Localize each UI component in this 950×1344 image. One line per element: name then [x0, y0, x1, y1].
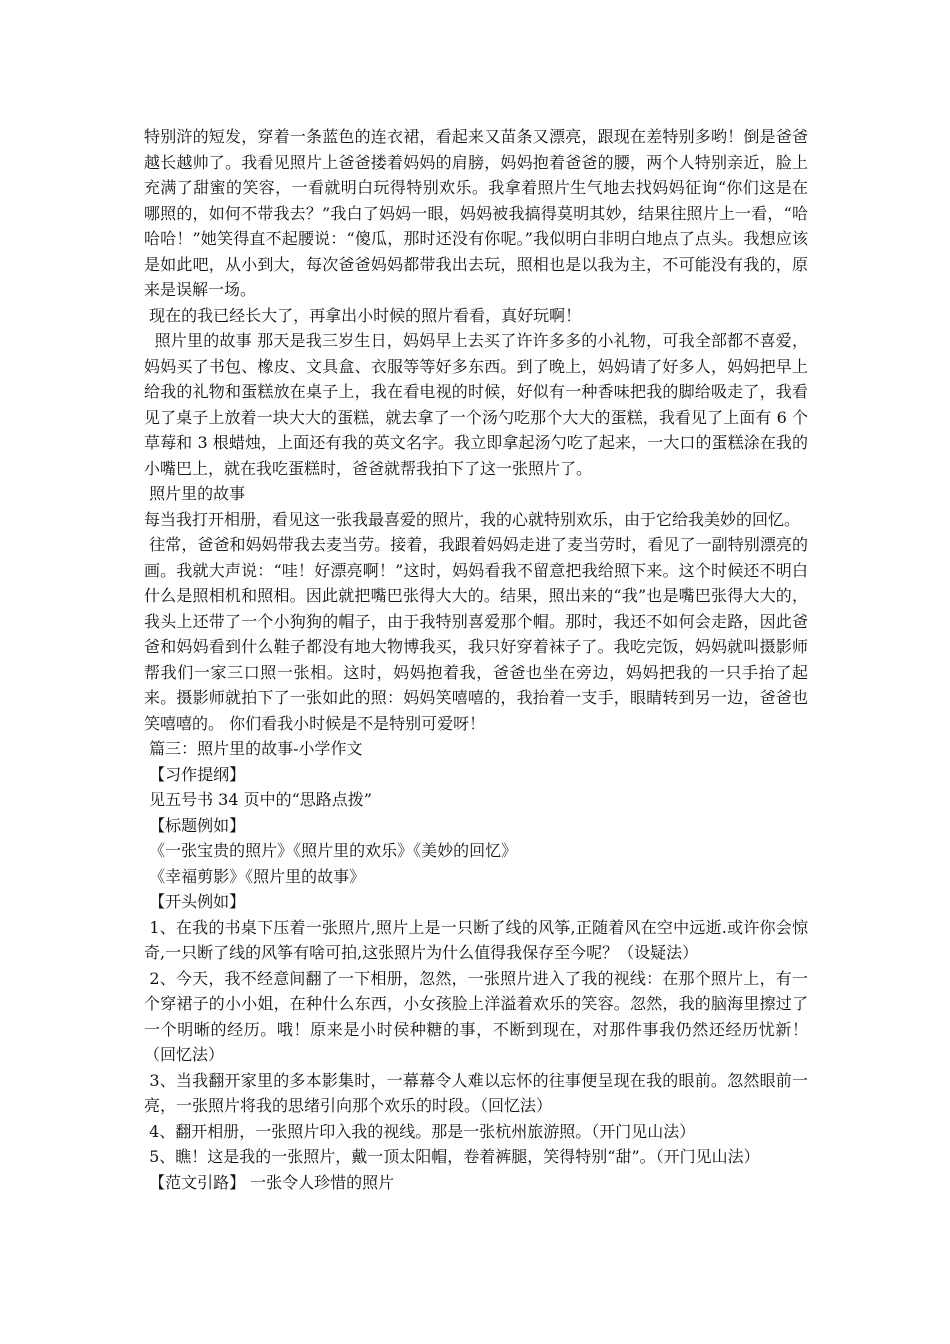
- section-heading: 篇三：照片里的故事-小学作文: [144, 739, 363, 758]
- paragraph: 见五号书 34 页中的“思路点拨”: [144, 790, 372, 809]
- section-label: 【标题例如】: [144, 815, 246, 835]
- list-item: 5、瞧！这是我的一张照片，戴一顶太阳帽，卷着裤腿，笑得特别“甜”。（开门见山法）: [144, 1147, 760, 1166]
- list-item: 1、在我的书桌下压着一张照片,照片上是一只断了线的风筝,正随着风在空中远逝.或许你会惊奇,一只断了线的风筝有啥可拍,这张照片为什么值得我保存至今呢？（设疑法）: [144, 917, 808, 962]
- paragraph: 现在的我已经长大了，再拿出小时候的照片看看，真好玩啊！: [144, 305, 582, 325]
- section-label: 【范文引路】 一张令人珍惜的照片: [144, 1172, 395, 1192]
- paragraph: 《幸福剪影》《照片里的故事》: [144, 866, 366, 886]
- section-label: 【开头例如】: [144, 892, 246, 911]
- section-label: 【习作提纲】: [144, 764, 246, 784]
- section-heading: 照片里的故事: [144, 484, 246, 503]
- paragraph: 照片里的故事 那天是我三岁生日，妈妈早上去买了许许多多的小礼物，可我全部都不喜爱，妈妈买了书包、橡皮、文具盒、衣服等等好多东西。到了晚上，妈妈请了好多人，妈妈把早上给我的礼物和蛋糕放在桌子上，我在看电视的时候，好似有一种香味把我的脚给吸走了，我看见了桌子上放着一块大大的蛋糕，就去拿了一个汤勺吃那个大大的蛋糕，我看见了上面有 6 个草莓和 3 根蜡烛，上面还有我的英文名字。我立即拿起汤勺吃了起来，一大口的蛋糕涂在我的小嘴巴上，就在我吃蛋糕时，爸爸就帮我拍下了这一张照片了。: [144, 331, 808, 478]
- paragraph: 往常，爸爸和妈妈带我去麦当劳。接着，我跟着妈妈走进了麦当劳时，看见了一副特别漂亮的画。我就大声说：“哇！好漂亮啊！”这时，妈妈看我不留意把我给照下来。这个时候还不明白什么是照相机和照相。因此就把嘴巴张得大大的。结果，照出来的“我”也是嘴巴张得大大的，我头上还带了一个小狗狗的帽子，由于我特别喜爱那个帽。那时，我还不如何会走路，因此爸爸和妈妈看到什么鞋子都没有地大物博我买，我只好穿着袜子了。我吃完饭，妈妈就叫摄影师帮我们一家三口照一张相。这时，妈妈抱着我，爸爸也坐在旁边，妈妈把我的一只手抬了起来。摄影师就拍下了一张如此的照：妈妈笑嘻嘻的，我抬着一支手，眼睛转到另一边，爸爸也笑嘻嘻的。 你们看我小时候是不是特别可爱呀！: [144, 535, 808, 733]
- list-item: 2、今天，我不经意间翻了一下相册，忽然，一张照片进入了我的视线：在那个照片上，有一个穿裙子的小小姐，在种什么东西，小女孩脸上洋溢着欢乐的笑容。忽然，我的脑海里擦过了一个明晰的经历。哦！原来是小时侯种糖的事，不断到现在，对那件事我仍然还经历忧新！（回忆法）: [144, 968, 808, 1064]
- paragraph: 《一张宝贵的照片》《照片里的欢乐》《美妙的回忆》: [144, 841, 518, 860]
- list-item: 3、当我翻开家里的多本影集时，一幕幕令人难以忘怀的往事便呈现在我的眼前。忽然眼前一亮，一张照片将我的思绪引向那个欢乐的时段。（回忆法）: [144, 1070, 808, 1115]
- list-item: 4、翻开相册，一张照片印入我的视线。那是一张杭州旅游照。（开门见山法）: [144, 1121, 696, 1141]
- paragraph: 特别浒的短发，穿着一条蓝色的连衣裙，看起来又苗条又漂亮，跟现在差特别多哟！倒是爸爸越长越帅了。我看见照片上爸爸搂着妈妈的肩膀，妈妈抱着爸爸的腰，两个人特别亲近，脸上充满了甜蜜的笑容，一看就明白玩得特别欢乐。我拿着照片生气地去找妈妈征询“你们这是在哪照的，如何不带我去？”我白了妈妈一眼，妈妈被我搞得莫明其妙，结果往照片上一看，“哈哈哈！”她笑得直不起腰说：“傻瓜，那时还没有你呢。”我似明白非明白地点了点头。我想应该是如此吧，从小到大，每次爸爸妈妈都带我出去玩，照相也是以我为主，不可能没有我的，原来是误解一场。: [144, 127, 808, 299]
- paragraph: 每当我打开相册，看见这一张我最喜爱的照片，我的心就特别欢乐，由于它给我美妙的回忆。: [144, 509, 801, 529]
- document-body: [144, 124, 808, 1195]
